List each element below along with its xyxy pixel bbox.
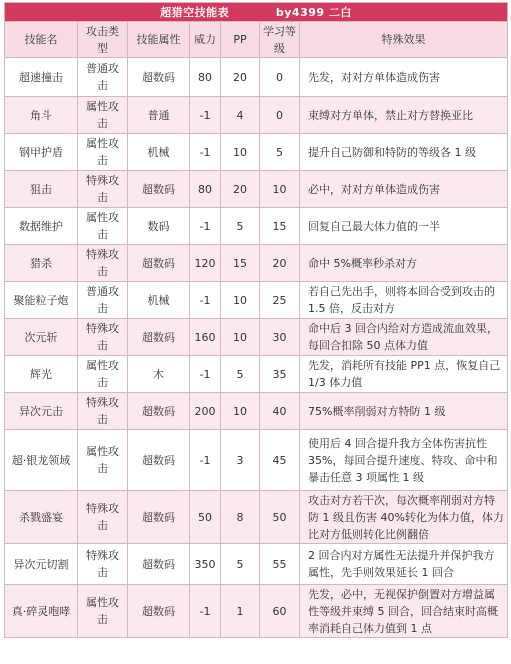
learn-level-cell: 0 (260, 97, 300, 134)
attack-type-cell: 特殊攻击 (78, 393, 128, 430)
title-row (5, 3, 508, 22)
learn-level-cell: 50 (260, 491, 300, 544)
table-title (5, 3, 508, 22)
table-row (5, 585, 508, 638)
skill-name-cell: 狙击 (5, 171, 78, 208)
learn-level-cell: 30 (260, 319, 300, 356)
table-row (5, 208, 508, 245)
power-cell: 50 (190, 491, 221, 544)
header-attr: 技能属性 (128, 22, 190, 58)
header-level: 学习等级 (260, 22, 300, 58)
skill-attr-cell: 超数码 (128, 393, 190, 430)
pp-cell: 10 (221, 282, 260, 319)
table-row (5, 544, 508, 585)
table-row (5, 356, 508, 393)
learn-level-cell: 5 (260, 134, 300, 171)
table-row (5, 97, 508, 134)
skill-name-cell: 超·银龙领域 (5, 430, 78, 491)
special-effect-cell: 先发，对对方单体造成伤害 (300, 58, 508, 97)
attack-type-cell: 属性攻击 (78, 97, 128, 134)
attack-type-cell: 特殊攻击 (78, 491, 128, 544)
table-row (5, 491, 508, 544)
header-power: 威力 (190, 22, 221, 58)
header-row (5, 22, 508, 58)
special-effect-cell: 回复自己最大体力值的一半 (300, 208, 508, 245)
special-effect-cell: 先发，必中，无视保护倒置对方增益属性等级并束缚 5 回合，回合结束时高概率消耗自己体力值到 1 点 (300, 585, 508, 638)
special-effect-cell: 提升自己防御和特防的等级各 1 级 (300, 134, 508, 171)
skill-attr-cell: 木 (128, 356, 190, 393)
pp-cell: 8 (221, 491, 260, 544)
skill-attr-cell: 超数码 (128, 58, 190, 97)
table-row (5, 134, 508, 171)
special-effect-cell: 攻击对方若干次，每次概率削弱对方特防 1 级且伤害 40%转化为体力值，体力比对方低则转化比例翻倍 (300, 491, 508, 544)
table-row (5, 282, 508, 319)
skill-attr-cell: 机械 (128, 134, 190, 171)
learn-level-cell: 40 (260, 393, 300, 430)
skill-name-cell: 钢甲护盾 (5, 134, 78, 171)
attack-type-cell: 普通攻击 (78, 58, 128, 97)
skill-attr-cell: 超数码 (128, 245, 190, 282)
skill-attr-cell: 机械 (128, 282, 190, 319)
skill-name-cell: 辉光 (5, 356, 78, 393)
learn-level-cell: 10 (260, 171, 300, 208)
learn-level-cell: 35 (260, 356, 300, 393)
skill-attr-cell: 超数码 (128, 319, 190, 356)
learn-level-cell: 60 (260, 585, 300, 638)
power-cell: -1 (190, 134, 221, 171)
table-row (5, 171, 508, 208)
pp-cell: 4 (221, 97, 260, 134)
skill-name-cell: 数据维护 (5, 208, 78, 245)
power-cell: -1 (190, 356, 221, 393)
special-effect-cell: 使用后 4 回合提升我方全体伤害抗性 35%，每回合提升速度、特攻、命中和暴击任意 3 项属性 1 级 (300, 430, 508, 491)
pp-cell: 10 (221, 134, 260, 171)
pp-cell: 1 (221, 585, 260, 638)
attack-type-cell: 特殊攻击 (78, 245, 128, 282)
attack-type-cell: 属性攻击 (78, 134, 128, 171)
skill-attr-cell: 超数码 (128, 430, 190, 491)
learn-level-cell: 45 (260, 430, 300, 491)
attack-type-cell: 属性攻击 (78, 208, 128, 245)
learn-level-cell: 20 (260, 245, 300, 282)
skill-name-cell: 超速撞击 (5, 58, 78, 97)
attack-type-cell: 属性攻击 (78, 430, 128, 491)
special-effect-cell: 若自己先出手，则将本回合受到攻击的 1.5 倍，反击对方 (300, 282, 508, 319)
skill-name-cell: 角斗 (5, 97, 78, 134)
author-text: by4399 二白 (275, 5, 352, 19)
power-cell: -1 (190, 585, 221, 638)
attack-type-cell: 普通攻击 (78, 282, 128, 319)
attack-type-cell: 属性攻击 (78, 585, 128, 638)
learn-level-cell: 0 (260, 58, 300, 97)
special-effect-cell: 必中，对对方单体造成伤害 (300, 171, 508, 208)
special-effect-cell: 75%概率削弱对方特防 1 级 (300, 393, 508, 430)
special-effect-cell: 命中 5%概率秒杀对方 (300, 245, 508, 282)
attack-type-cell: 特殊攻击 (78, 544, 128, 585)
learn-level-cell: 25 (260, 282, 300, 319)
pp-cell: 5 (221, 356, 260, 393)
header-name: 技能名 (5, 22, 78, 58)
pp-cell: 3 (221, 430, 260, 491)
pp-cell: 10 (221, 319, 260, 356)
power-cell: -1 (190, 430, 221, 491)
table-row (5, 319, 508, 356)
header-pp: PP (221, 22, 260, 58)
attack-type-cell: 特殊攻击 (78, 171, 128, 208)
power-cell: 350 (190, 544, 221, 585)
skill-name-cell: 异次元切割 (5, 544, 78, 585)
skill-name-cell: 杀戮盛宴 (5, 491, 78, 544)
skill-name-cell: 真·碎灵咆哮 (5, 585, 78, 638)
skill-name-cell: 异次元击 (5, 393, 78, 430)
power-cell: 80 (190, 171, 221, 208)
special-effect-cell: 先发，消耗所有技能 PP1 点，恢复自己 1/3 体力值 (300, 356, 508, 393)
special-effect-cell: 2 回合内对方属性无法提升并保护我方属性，先手则效果延长 1 回合 (300, 544, 508, 585)
power-cell: 80 (190, 58, 221, 97)
attack-type-cell: 特殊攻击 (78, 319, 128, 356)
power-cell: -1 (190, 208, 221, 245)
table-row (5, 430, 508, 491)
power-cell: -1 (190, 97, 221, 134)
skill-table (4, 2, 508, 638)
power-cell: 120 (190, 245, 221, 282)
skill-name-cell: 猎杀 (5, 245, 78, 282)
pp-cell: 5 (221, 544, 260, 585)
attack-type-cell: 属性攻击 (78, 356, 128, 393)
skill-attr-cell: 超数码 (128, 544, 190, 585)
header-effect: 特殊效果 (300, 22, 508, 58)
pp-cell: 20 (221, 171, 260, 208)
table-row (5, 393, 508, 430)
pp-cell: 20 (221, 58, 260, 97)
power-cell: -1 (190, 282, 221, 319)
special-effect-cell: 命中后 3 回合内给对方造成流血效果，每回合扣除 50 点体力值 (300, 319, 508, 356)
learn-level-cell: 55 (260, 544, 300, 585)
table-row (5, 58, 508, 97)
pp-cell: 10 (221, 393, 260, 430)
skill-attr-cell: 超数码 (128, 171, 190, 208)
skill-attr-cell: 普通 (128, 97, 190, 134)
skill-rows (5, 58, 508, 638)
pp-cell: 5 (221, 208, 260, 245)
skill-name-cell: 次元斩 (5, 319, 78, 356)
skill-attr-cell: 超数码 (128, 585, 190, 638)
power-cell: 200 (190, 393, 221, 430)
table-row (5, 245, 508, 282)
skill-attr-cell: 超数码 (128, 491, 190, 544)
special-effect-cell: 束缚对方单体，禁止对方替换亚比 (300, 97, 508, 134)
pp-cell: 15 (221, 245, 260, 282)
header-type: 攻击类型 (78, 22, 128, 58)
title-text: 超猎空技能表 (160, 5, 230, 19)
power-cell: 160 (190, 319, 221, 356)
skill-attr-cell: 数码 (128, 208, 190, 245)
learn-level-cell: 15 (260, 208, 300, 245)
skill-name-cell: 聚能粒子炮 (5, 282, 78, 319)
